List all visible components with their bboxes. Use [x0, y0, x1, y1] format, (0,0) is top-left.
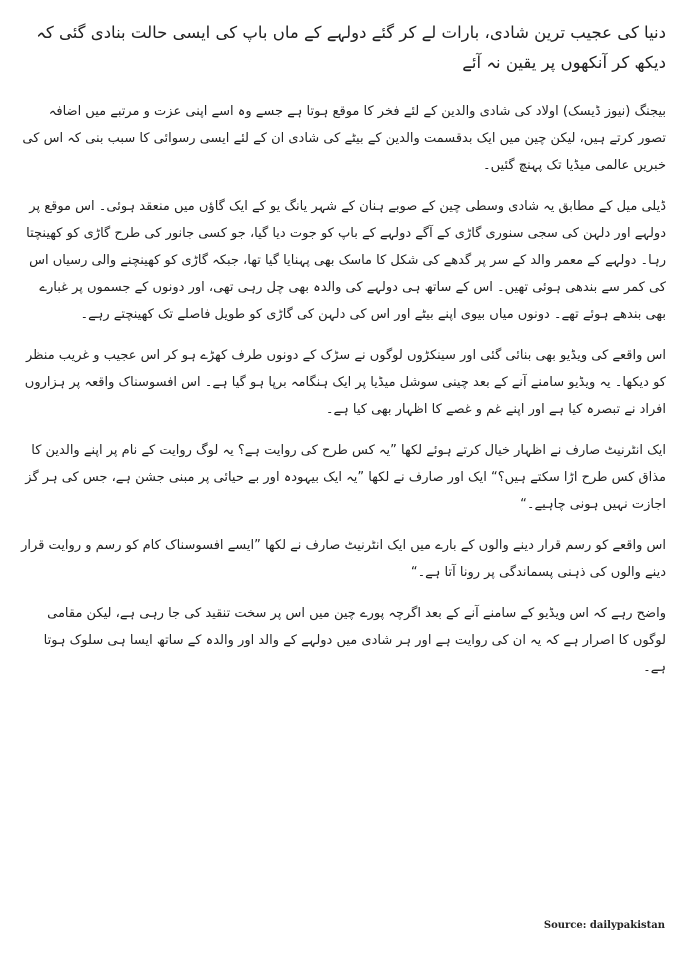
article-paragraph-4: ایک انٹرنیٹ صارف نے اظہار خیال کرتے ہوئے لکھا ”یہ کس طرح کی روایت ہے؟ یہ لوگ روایت کے نام پر اپنے والدین کا مذاق کس طرح اڑا سکتے ہیں؟“ ایک اور صارف نے لکھا ”یہ ایک بیہودہ اور بے حیائی پر مبنی جشن ہے، جس کی ہر گز اجازت نہیں ہونی چاہیے۔“ [25, 443, 666, 512]
article-headline: دنیا کی عجیب ترین شادی، بارات لے کر گئے دولہے کے ماں باپ کی ایسی حالت بنادی گئی کہ دیکھ کر آنکھوں پر یقین نہ آئے [36, 23, 666, 72]
article-paragraph-2: ڈیلی میل کے مطابق یہ شادی وسطی چین کے صوبے ہنان کے شہر یانگ یو کے ایک گاؤں میں منعقد ہوئی۔ اس موقع پر دولہے اور دلہن کی سجی سنوری گاڑی کے آگے دولہے کے باپ کو جوت دیا گیا، جو کسی جانور کی طرح گاڑی کو کھینچتا رہا۔ دولہے کے معمر والد کے سر پر گدھے کی شکل کا ماسک بھی پہنایا گیا تھا، جبکہ گاڑی کو کھینچنے والی رسیاں اس کی کمر سے بندھی ہوئی تھیں۔ اس کے ساتھ ہی دولہے کی والدہ بھی چل رہی تھی، اور دونوں کے جسموں پر غبارے بھی بندھے ہوئے تھے۔ دونوں میاں بیوی اپنے بیٹے اور اس کی دلہن کی گاڑی کو طویل فاصلے تک کھینچتے رہے۔ [26, 199, 666, 322]
article-paragraph-6: واضح رہے کہ اس ویڈیو کے سامنے آنے کے بعد اگرچہ پورے چین میں اس پر سخت تنقید کی جا رہی ہے، لیکن مقامی لوگوں کا اصرار ہے کہ یہ ان کی روایت ہے اور ہر شادی میں دولہے کے والد اور والدہ کے ساتھ ایسا ہی سلوک ہوتا ہے۔ [43, 606, 666, 675]
article-paragraph-3: اس واقعے کی ویڈیو بھی بنائی گئی اور سینکڑوں لوگوں نے سڑک کے دونوں طرف کھڑے ہو کر اس عجیب و غریب منظر کو دیکھا۔ یہ ویڈیو سامنے آنے کے بعد چینی سوشل میڈیا پر ایک ہنگامہ برپا ہو گیا ہے۔ اس افسوسناک واقعہ پر ہزاروں افراد نے تبصرہ کیا ہے اور اپنے غم و غصے کا اظہار بھی کیا ہے۔ [24, 348, 666, 417]
article-paragraph-1: بیجنگ (نیوز ڈیسک) اولاد کی شادی والدین کے لئے فخر کا موقع ہوتا ہے جسے وہ اسے اپنی عزت و مرتبے میں اضافہ تصور کرتے ہیں، لیکن چین میں ایک بدقسمت والدین کے بیٹے کی شادی ان کے لئے ایسی رسوائی کا سبب بنی کہ اس کی خبریں عالمی میڈیا تک پہنچ گئیں۔ [22, 104, 666, 173]
article [18, 18, 666, 695]
article-paragraph-5: اس واقعے کو رسم قرار دینے والوں کے بارے میں ایک انٹرنیٹ صارف نے لکھا ”ایسے افسوسناک کام کو رسم و روایت قرار دینے والوں کی ذہنی پسماندگی پر رونا آتا ہے۔“ [21, 538, 666, 580]
source-credit: Source: dailypakistan [543, 920, 665, 931]
